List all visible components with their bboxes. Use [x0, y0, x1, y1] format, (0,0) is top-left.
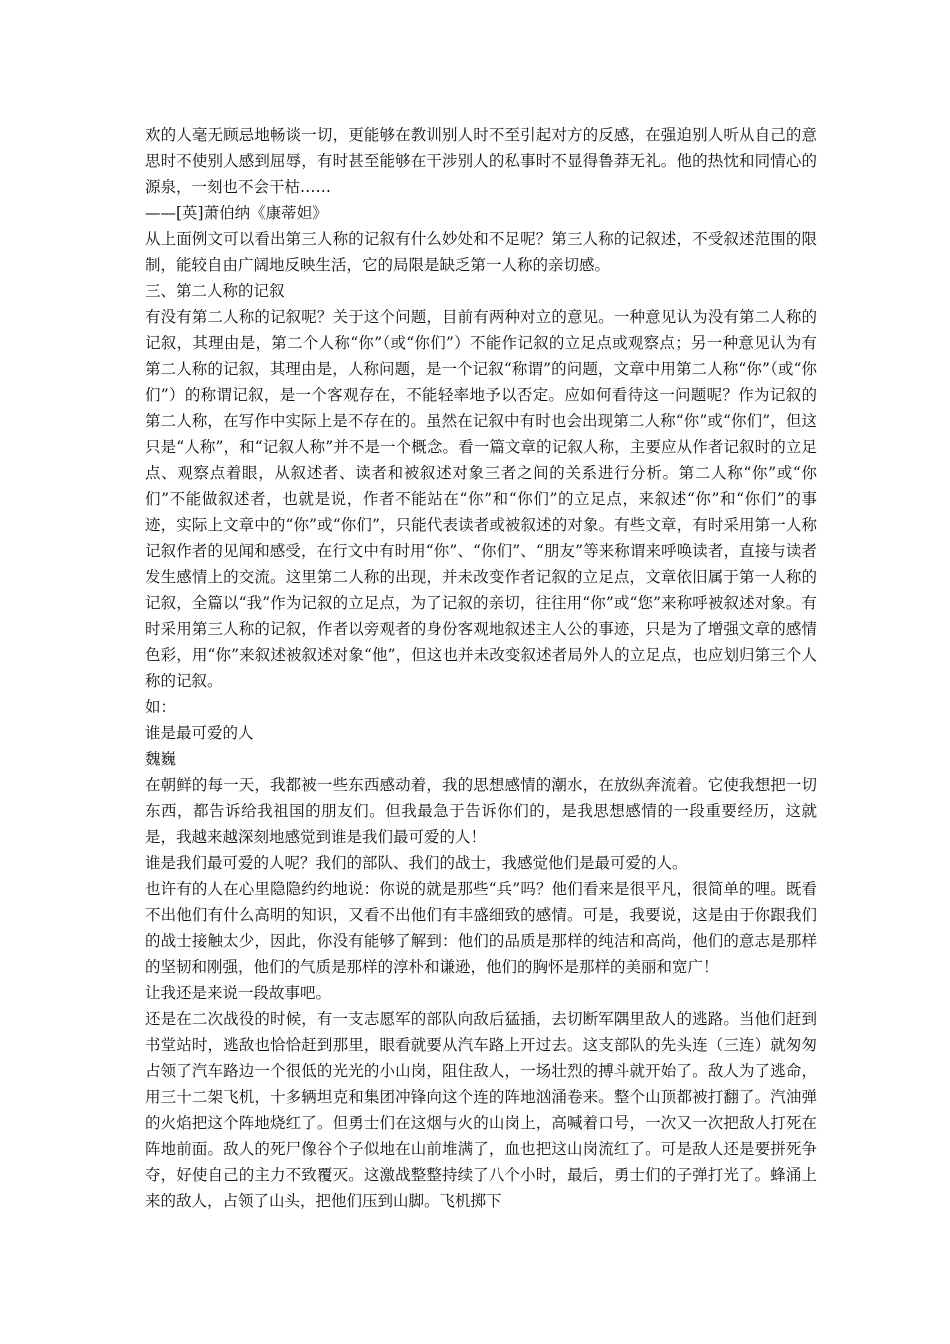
- example-paragraph-1: 在朝鲜的每一天，我都被一些东西感动着，我的思想感情的潮水，在放纵奔流着。它使我想把一切东西，都告诉给我祖国的朋友们。但我最急于告诉你们的，是我思想感情的一段重要经历，这就是，我越来越深刻地感觉到谁是我们最可爱的人！: [145, 776, 817, 846]
- example-paragraph-4: 让我还是来说一段故事吧。: [145, 984, 332, 1002]
- paragraph-quote-end: 欢的人毫无顾忌地畅谈一切，更能够在教训别人时不至引起对方的反感，在强迫别人听从自己的意思时不使别人感到屈辱，有时甚至能够在干涉别人的私事时不显得鲁莽无礼。他的热忱和同情心的源泉，一刻也不会干枯……: [145, 126, 817, 196]
- example-paragraph-3: 也许有的人在心里隐隐约约地说：你说的就是那些“兵”吗？他们看来是很平凡，很简单的哩。既看不出他们有什么高明的知识，又看不出他们有丰盛细致的感情。可是，我要说，这是由于你跟我们的战士接触太少，因此，你没有能够了解到：他们的品质是那样的纯洁和高尚，他们的意志是那样的坚韧和刚强，他们的气质是那样的淳朴和谦逊，他们的胸怀是那样的美丽和宽广！: [145, 880, 817, 976]
- example-author: 魏巍: [145, 750, 177, 768]
- example-title: 谁是最可爱的人: [145, 724, 254, 742]
- quote-attribution: ——[英]萧伯纳《康蒂妲》: [145, 204, 328, 222]
- document-body: [145, 122, 817, 1214]
- paragraph-third-person-summary: 从上面例文可以看出第三人称的记叙有什么妙处和不足呢？第三人称的记叙述，不受叙述范围的限制，能较自由广阔地反映生活，它的局限是缺乏第一人称的亲切感。: [145, 230, 817, 274]
- section-heading-second-person: 三、第二人称的记叙: [145, 282, 285, 300]
- paragraph-second-person-discussion: 有没有第二人称的记叙呢？关于这个问题，目前有两种对立的意见。一种意见认为没有第二人称的记叙，其理由是，第二个人称“你”（或“你们”）不能作记叙的立足点或观察点；另一种意见认为有第二人称的记叙，其理由是，人称问题，是一个记叙“称谓”的问题，文章中用第二人称“你”（或“你们”）的称谓记叙，是一个客观存在，不能轻率地予以否定。应如何看待这一问题呢？作为记叙的第二人称，在写作中实际上是不存在的。虽然在记叙中有时也会出现第二人称“你”或“你们”，但这只是“人称”，和“记叙人称”并不是一个概念。看一篇文章的记叙人称，主要应从作者记叙时的立足点、观察点着眼，从叙述者、读者和被叙述对象三者之间的关系进行分析。第二人称“你”或“你们”不能做叙述者，也就是说，作者不能站在“你”和“你们”的立足点，来叙述“你”和“你们”的事迹，实际上文章中的“你”或“你们”，只能代表读者或被叙述的对象。有些文章，有时采用第一人称记叙作者的见闻和感受，在行文中有时用“你”、“你们”、“朋友”等来称谓来呼唤读者，直接与读者发生感情上的交流。这里第二人称的出现，并未改变作者记叙的立足点，文章依旧属于第一人称的记叙，全篇以“我”作为记叙的立足点，为了记叙的亲切，往往用“你”或“您”来称呼被叙述对象。有时采用第三人称的记叙，作者以旁观者的身份客观地叙述主人公的事迹，只是为了增强文章的感情色彩，用“你”来叙述被叙述对象“他”，但这也并未改变叙述者局外人的立足点，也应划归第三个人称的记叙。: [145, 308, 817, 690]
- example-paragraph-2: 谁是我们最可爱的人呢？我们的部队、我们的战士，我感觉他们是最可爱的人。: [145, 854, 688, 872]
- example-intro: 如：: [145, 698, 177, 716]
- example-paragraph-5: 还是在二次战役的时候，有一支志愿军的部队向敌后猛插，去切断军隅里敌人的逃路。当他们赶到书堂站时，逃敌也恰恰赶到那里，眼看就要从汽车路上开过去。这支部队的先头连（三连）就匆匆占领了汽车路边一个很低的光光的小山岗，阻住敌人，一场壮烈的搏斗就开始了。敌人为了逃命，用三十二架飞机，十多辆坦克和集团冲锋向这个连的阵地汹涌卷来。整个山顶都被打翻了。汽油弹的火焰把这个阵地烧红了。但勇士们在这烟与火的山岗上，高喊着口号，一次又一次把敌人打死在阵地前面。敌人的死尸像谷个子似地在山前堆满了，血也把这山岗流红了。可是敌人还是要拼死争夺，好使自己的主力不致覆灭。这激战整整持续了八个小时，最后，勇士们的子弹打光了。蜂涌上来的敌人，占领了山头，把他们压到山脚。飞机掷下: [145, 1010, 817, 1210]
